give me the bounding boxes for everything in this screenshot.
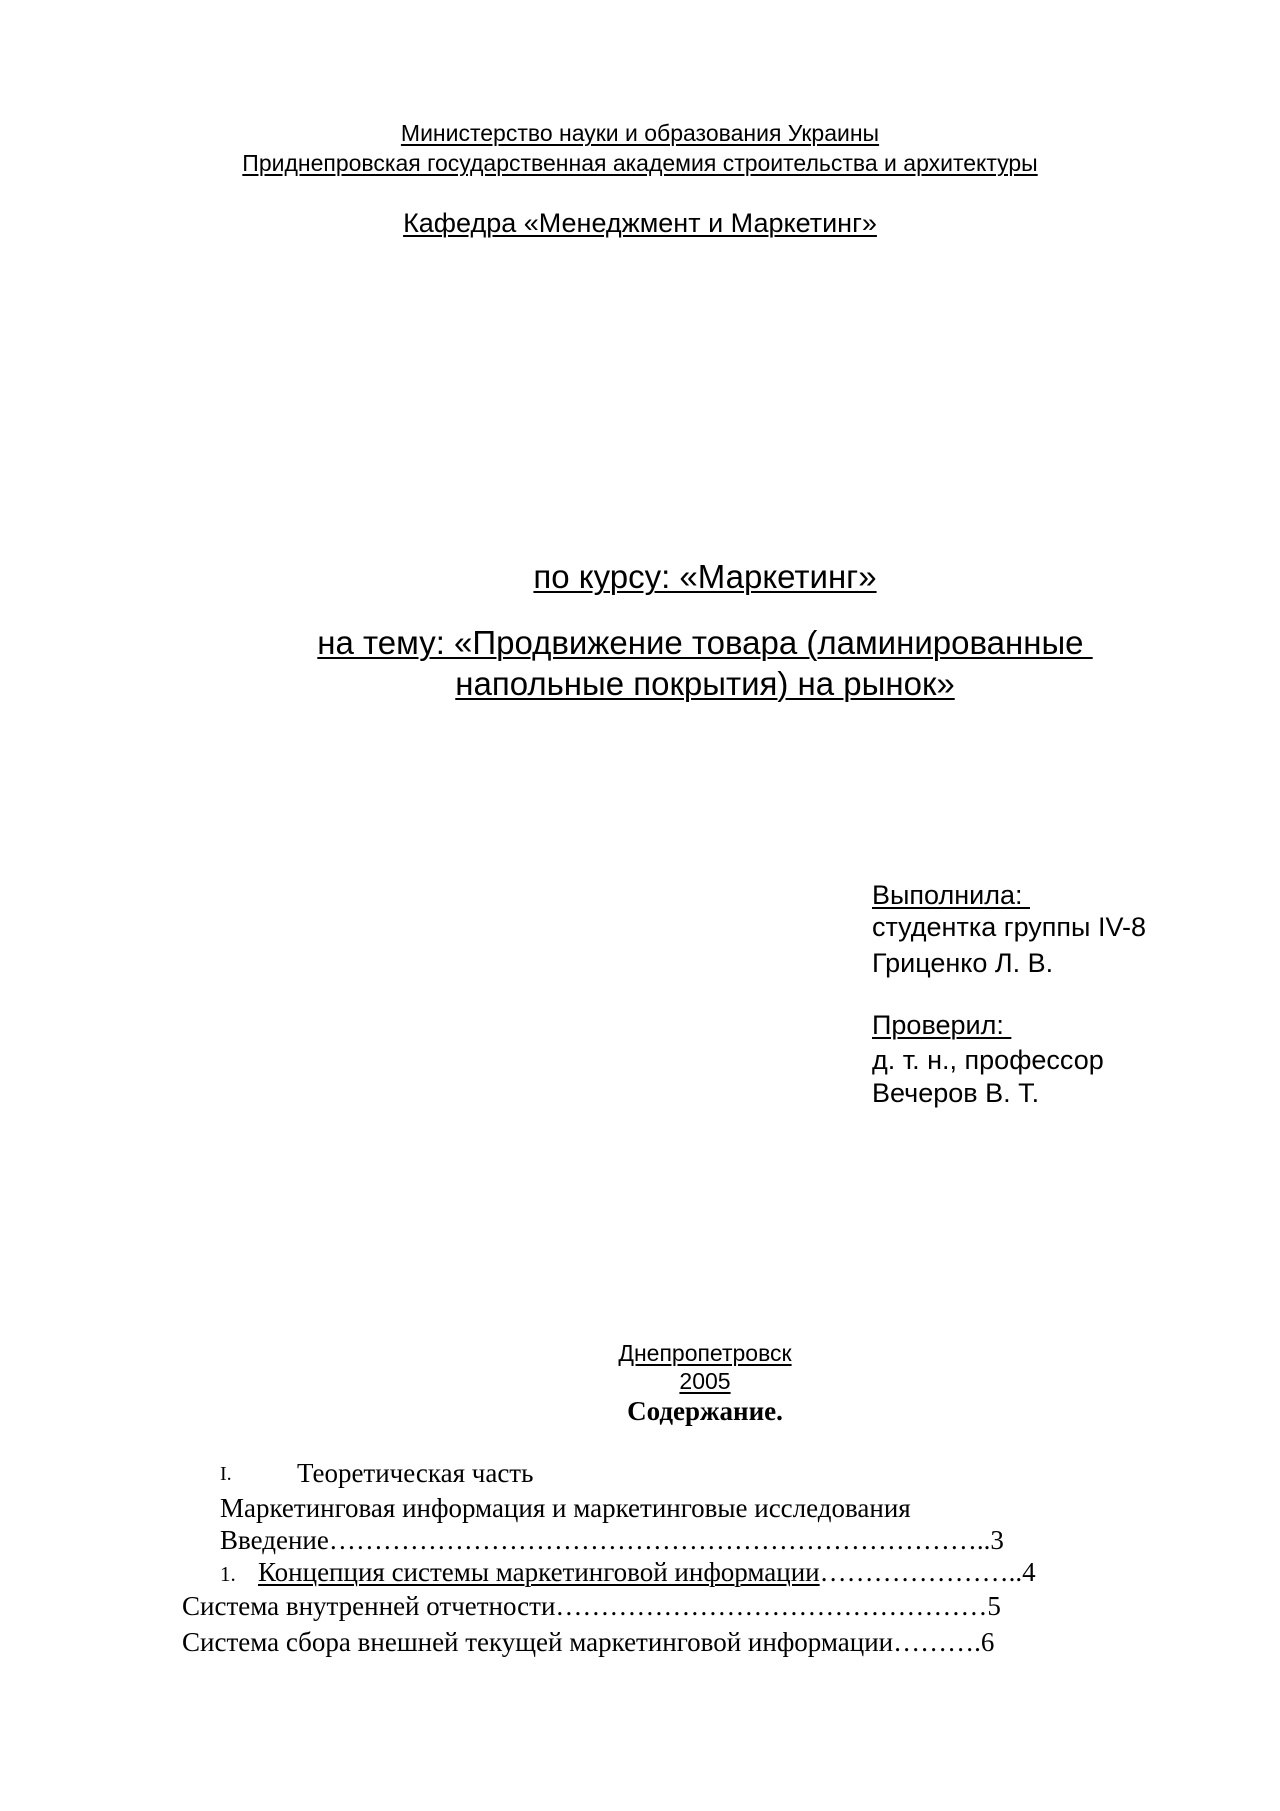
contents-heading: Содержание. — [627, 1396, 783, 1426]
city — [255, 1340, 1155, 1367]
toc-item-concept-page: …………………..4 — [819, 1557, 1036, 1587]
department-text: Кафедра «Менеджмент и Маркетинг» — [403, 208, 877, 238]
toc-item-external-info: Система сбора внешней текущей маркетинговой информации……….6 — [182, 1627, 995, 1657]
theme-text-2: напольные покрытия) на рынок» — [455, 665, 955, 702]
toc-item-internal-reporting: Система внутренней отчетности…………………………………………5 — [182, 1591, 1001, 1621]
department-heading — [25, 208, 1255, 239]
toc-item-number: 1. — [220, 1562, 236, 1586]
city-text: Днепропетровск — [618, 1340, 792, 1366]
ministry-text: Министерство науки и образования Украины — [400, 120, 880, 146]
year — [255, 1368, 1155, 1395]
checked-label-text: Проверил: — [872, 1010, 1012, 1040]
theme-line-1 — [240, 624, 1170, 662]
theme-line-2 — [240, 665, 1170, 703]
course-text: по курсу: «Маркетинг» — [533, 558, 877, 595]
academy-text: Приднепровская государственная академия строительства и архитектуры — [242, 150, 1038, 176]
performed-label-text: Выполнила: — [872, 880, 1030, 910]
performed-label — [872, 880, 1030, 911]
toc-item-concept-text: Концепция системы маркетинговой информации — [258, 1557, 820, 1587]
performed-name: Гриценко Л. В. — [872, 948, 1054, 978]
toc-item-concept — [258, 1557, 1036, 1588]
checked-label — [872, 1010, 1011, 1041]
ministry-heading — [25, 120, 1255, 147]
year-text: 2005 — [679, 1368, 731, 1394]
toc-item-theory: Теоретическая часть — [297, 1458, 534, 1488]
checked-role: д. т. н., профессор — [872, 1045, 1104, 1075]
toc-item-introduction: Введение………………………………………………………………..3 — [220, 1525, 1004, 1555]
theme-text-1: на тему: «Продвижение товара (ламинированные — [317, 624, 1093, 661]
toc-item-marketing-info: Маркетинговая информация и маркетинговые исследования — [220, 1493, 911, 1523]
toc-item-number: I. — [220, 1463, 232, 1485]
course-title — [240, 558, 1170, 596]
performed-role: студентка группы IV-8 — [872, 912, 1146, 942]
academy-heading — [25, 150, 1255, 177]
checked-name: Вечеров В. Т. — [872, 1078, 1040, 1108]
